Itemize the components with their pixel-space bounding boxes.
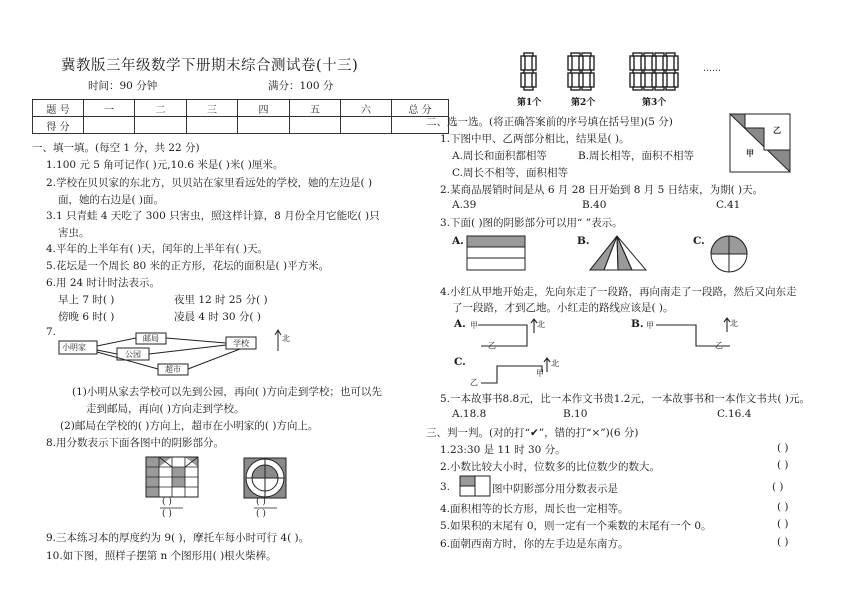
judge-item-4: 4.面积相等的长方形，周长也一定相等。 [440, 503, 629, 515]
route-c-jia: 甲 [536, 369, 544, 378]
question-1-10: 10.如下图，照样子摆第 n 个图形用( )根火柴棒。 [46, 550, 277, 562]
jia-label: 甲 [746, 148, 754, 158]
option-2-2-c: C.41 [716, 199, 741, 211]
table-cell: 得 分 [33, 117, 84, 134]
table-cell: 五 [290, 100, 341, 117]
option-label-b: B. [577, 235, 590, 247]
figure-caption-3: 第3个 [642, 98, 667, 108]
judge-blank[interactable]: ( ) [777, 518, 789, 530]
question-1-4: 4.平年的上半年有( )天，闰年的上半年有( )天。 [46, 243, 269, 255]
route-c-north: 北 [551, 359, 559, 368]
judge-blank[interactable]: ( ) [772, 481, 784, 493]
question-1-2: 2.学校在贝贝家的东北方，贝贝站在家里看远处的学校，她的左边是( ) [46, 177, 373, 189]
judge-blank[interactable]: ( ) [777, 501, 789, 513]
table-cell: 六 [341, 100, 392, 117]
route-c-yi: 乙 [470, 378, 478, 387]
question-1-7-1-cont: 走到邮局，再向( )方向走到学校。 [86, 403, 245, 415]
option-2-1-b: B.周长相等，面积不相等 [578, 150, 695, 162]
figure-caption-2: 第2个 [571, 98, 596, 108]
question-1-1: 1.100 元 5 角可记作( )元,10.6 米是( )米( )厘米。 [46, 159, 284, 171]
question-1-8: 8.用分数表示下面各图中的阴影部分。 [46, 437, 225, 449]
time-item: 早上 7 时( ) [58, 294, 115, 306]
route-label-b: B. [631, 318, 644, 330]
map-label-market: 超市 [165, 365, 181, 374]
question-1-2-cont: 面，她的右边是( )面。 [58, 194, 165, 206]
question-1-7: 7. [46, 326, 57, 338]
table-cell: 一 [84, 100, 135, 117]
fraction-blank[interactable]: ( ) [256, 509, 266, 519]
time-item: 凌晨 4 时 30 分( ) [174, 311, 261, 323]
route-a-yi: 乙 [488, 341, 496, 350]
question-1-9: 9.三本练习本的厚度约为 9( )，摩托车每小时可行 4( )。 [46, 532, 310, 544]
judge-blank[interactable]: ( ) [777, 459, 789, 471]
page-title: 冀教版三年级数学下册期末综合测试卷(十三) [61, 58, 359, 74]
table-cell: 四 [238, 100, 290, 117]
question-1-3: 3.1 只青蛙 4 天吃了 300 只害虫，照这样计算，8 月份全月它能吃( )只 [46, 210, 380, 222]
judge-blank[interactable]: ( ) [777, 442, 789, 454]
question-1-6: 6.用 24 时计时法表示。 [46, 277, 161, 289]
north-label: 北 [282, 334, 290, 343]
route-a-north: 北 [537, 320, 545, 329]
table-cell: 三 [187, 100, 238, 117]
question-2-4-cont: 了一段路，才到乙地。小红走的路线应该是( )。 [452, 302, 674, 314]
judge-item-3: 3. [440, 481, 451, 493]
section1-heading: 一、填一填。(每空 1 分，共 22 分) [32, 142, 200, 154]
question-2-4: 4.小红从甲地开始走，先向东走了一段路，再向南走了一段路，然后又向东走 [440, 286, 797, 298]
exam-time: 时间：90 分钟 [88, 80, 158, 92]
option-2-5-c: C.16.4 [717, 408, 752, 420]
map-label-school: 学校 [233, 339, 249, 348]
map-label-post: 邮局 [143, 334, 159, 343]
table-cell: 题 号 [33, 100, 84, 117]
map-label-home: 小明家 [62, 343, 86, 352]
question-1-3-cont: 害虫。 [58, 227, 90, 239]
route-label-c: C. [454, 356, 466, 368]
option-2-1-a: A.周长和面积都相等 [452, 150, 547, 162]
question-2-1: 1.下图中甲、乙两部分相比，结果是( )。 [440, 133, 630, 145]
judge-item-5: 5.如果积的末尾有 0，则一定有一个乘数的末尾有一个 0。 [440, 520, 712, 532]
question-2-5: 5.一本故事书8.8元，比一本作文书贵1.2元，一本故事书和一本作文书共( )元。 [440, 393, 810, 405]
time-item: 傍晚 6 时( ) [58, 311, 115, 323]
fraction-blank[interactable]: ( ) [162, 497, 172, 507]
continuation-dots: …… [703, 64, 721, 74]
table-cell: 二 [135, 100, 187, 117]
option-2-5-a: A.18.8 [452, 408, 487, 420]
question-1-7-1: (1)小明从家去学校可以先到公园，再向( )方向走到学校；也可以先 [72, 386, 382, 398]
section3-heading: 三、判一判。(对的打“✔”，错的打“×”)(6 分) [426, 427, 639, 439]
option-label-a: A. [452, 235, 464, 247]
yi-label: 乙 [773, 125, 781, 135]
judge-item-2: 2.小数比较大小时，位数多的比位数少的数大。 [440, 461, 661, 473]
fraction-blank[interactable]: ( ) [162, 509, 172, 519]
route-b-jia: 甲 [646, 321, 654, 330]
map-label-park: 公园 [125, 350, 141, 359]
question-1-7-2: (2)邮局在学校的( )方向上，超市在小明家的( )方向上。 [60, 420, 319, 432]
time-item: 夜里 12 时 25 分( ) [174, 294, 268, 306]
judge-blank[interactable]: ( ) [777, 536, 789, 548]
route-b-yi: 乙 [715, 341, 723, 350]
full-score: 满分：100 分 [268, 80, 334, 92]
table-cell: 总 分 [392, 100, 449, 117]
section2-heading: 二、选一选。(将正确答案前的序号填在括号里)(5 分) [426, 116, 673, 128]
option-2-2-a: A.39 [452, 199, 477, 211]
judge-item-6: 6.面朝西南方时，你的左手边是东南方。 [440, 538, 629, 550]
route-b-north: 北 [730, 319, 738, 328]
judge-item-1: 1.23:30 是 11 时 30 分。 [440, 444, 566, 456]
question-1-5: 5.花坛是一个周长 80 米的正方形，花坛的面积是( )平方米。 [46, 260, 330, 272]
option-2-1-c: C.周长不相等，面积相等 [452, 167, 568, 179]
route-label-a: A. [454, 318, 466, 330]
fraction-blank[interactable]: ( ) [256, 497, 266, 507]
option-2-2-b: B.40 [582, 199, 607, 211]
route-a-jia: 甲 [470, 321, 478, 330]
option-2-5-b: B.10 [563, 408, 588, 420]
question-2-2: 2.某商品展销时间是从 6 月 28 日开始到 8 月 5 日结束，为期( )天。 [440, 184, 764, 196]
figure-caption-1: 第1个 [517, 98, 542, 108]
judge-item-3-text: 图中阴影部分用分数表示是 [492, 483, 618, 495]
question-2-3: 3.下面( )图的阴影部分可以用“ ”表示。 [440, 217, 623, 229]
option-label-c: C. [693, 235, 705, 247]
